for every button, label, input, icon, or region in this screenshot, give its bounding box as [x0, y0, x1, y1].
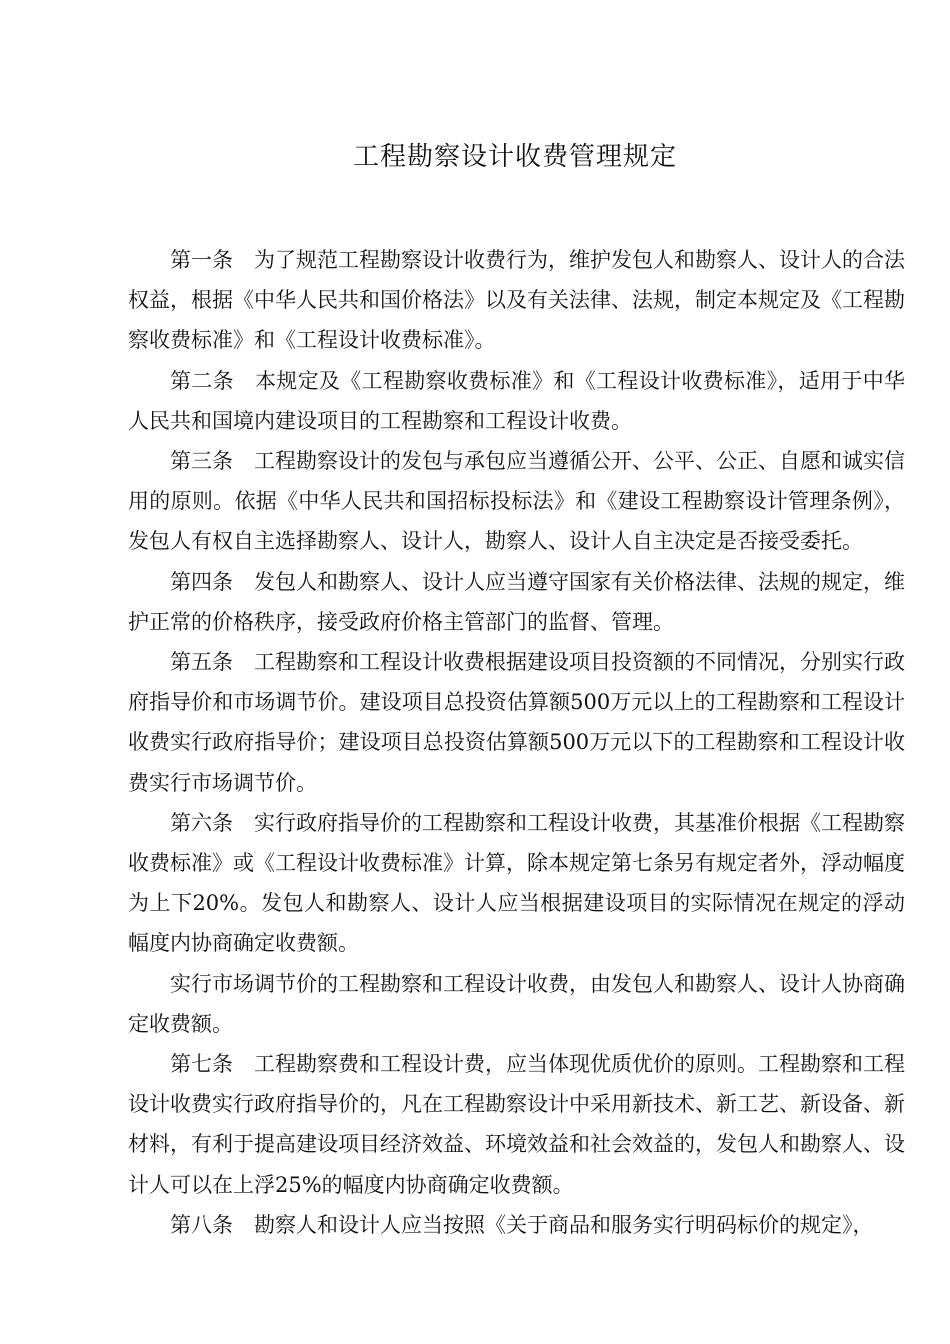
- article-label: 第三条: [170, 449, 233, 474]
- article-label: 第一条: [170, 248, 233, 272]
- article-text: 发包人和勘察人、设计人应当遵守国家有关价格法律、法规的规定，维护正常的价格秩序，接受政府价格主管部门的监督、管理。: [128, 569, 905, 634]
- article-5: [128, 642, 905, 803]
- article-8: [128, 1205, 905, 1245]
- article-text: 本规定及《工程勘察收费标准》和《工程设计收费标准》，适用于中华人民共和国境内建设项目的工程勘察和工程设计收费。: [128, 368, 906, 433]
- article-4: [128, 562, 905, 642]
- article-label: 第二条: [170, 368, 234, 393]
- article-label: 第四条: [170, 569, 233, 594]
- article-label: 第八条: [170, 1212, 233, 1237]
- article-text: 实行政府指导价的工程勘察和工程设计收费，其基准价根据《工程勘察收费标准》或《工程设计收费标准》计算，除本规定第七条另有规定者外，浮动幅度为上下20%。发包人和勘察人、设计人应当根据建设项目的实际情况在规定的浮动幅度内协商确定收费额。: [128, 810, 905, 956]
- article-text: 工程勘察设计的发包与承包应当遵循公开、公平、公正、自愿和诚实信用的原则。依据《中华人民共和国招标投标法》和《建设工程勘察设计管理条例》，发包人有权自主选择勘察人、设计人，勘察人、设计人自主决定是否接受委托。: [128, 449, 905, 554]
- article-6-continued: [128, 964, 905, 1044]
- document-title: 工程勘察设计收费管理规定: [352, 142, 677, 172]
- article-text: 工程勘察费和工程设计费，应当体现优质优价的原则。工程勘察和工程设计收费实行政府指导价的，凡在工程勘察设计中采用新技术、新工艺、新设备、新材料，有利于提高建设项目经济效益、环境效益和社会效益的，发包人和勘察人、设计人可以在上浮25%的幅度内协商确定收费额。: [128, 1052, 905, 1197]
- article-7: [128, 1044, 905, 1205]
- article-1: [128, 240, 905, 361]
- article-label: 第五条: [170, 650, 233, 675]
- article-text: 为了规范工程勘察设计收费行为，维护发包人和勘察人、设计人的合法权益，根据《中华人民共和国价格法》以及有关法律、法规，制定本规定及《工程勘察收费标准》和《工程设计收费标准》。: [128, 248, 905, 353]
- article-text: 工程勘察和工程设计收费根据建设项目投资额的不同情况，分别实行政府指导价和市场调节价。建设项目总投资估算额500万元以上的工程勘察和工程设计收费实行政府指导价；建设项目总投资估算额500万元以下的工程勘察和工程设计收费实行市场调节价。: [128, 650, 905, 795]
- article-text: 勘察人和设计人应当按照《关于商品和服务实行明码标价的规定》，: [254, 1212, 874, 1237]
- document-body: [128, 240, 905, 1245]
- article-label: 第六条: [170, 810, 233, 835]
- article-2: [128, 361, 905, 441]
- article-6: [128, 803, 905, 964]
- article-text: 实行市场调节价的工程勘察和工程设计收费，由发包人和勘察人、设计人协商确定收费额。: [128, 971, 905, 1036]
- article-label: 第七条: [170, 1052, 233, 1077]
- article-3: [128, 441, 905, 562]
